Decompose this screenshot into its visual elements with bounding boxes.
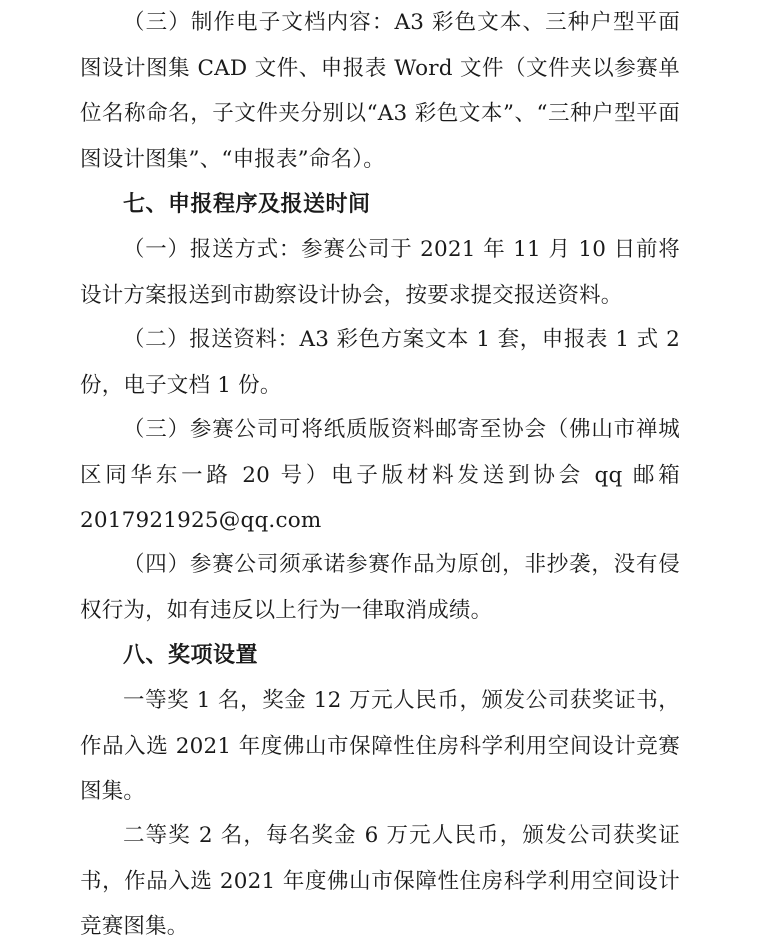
paragraph-submission-method: （一）报送方式：参赛公司于 2021 年 11 月 10 日前将设计方案报送到市勘察设计协会，按要求提交报送资料。 (80, 237, 680, 308)
section-heading-awards: 八、奖项设置 (123, 643, 259, 668)
paragraph-submission-materials: （二）报送资料：A3 彩色方案文本 1 套，申报表 1 式 2 份，电子文档 1 份。 (80, 327, 680, 398)
paragraph-first-prize: 一等奖 1 名，奖金 12 万元人民币，颁发公司获奖证书，作品入选 2021 年度佛山市保障性住房科学利用空间设计竞赛图集。 (80, 688, 680, 804)
paragraph-electronic-files: （三）制作电子文档内容：A3 彩色文本、三种户型平面图设计图集 CAD 文件、申报表 Word 文件（文件夹以参赛单位名称命名，子文件夹分别以“A3 彩色文本”、“三种户型平面图设计图集”、“申报表”命名）。 (80, 10, 680, 172)
paragraph-originality-commitment: （四）参赛公司须承诺参赛作品为原创，非抄袭，没有侵权行为，如有违反以上行为一律取消成绩。 (80, 552, 680, 623)
paragraph-mailing-address: （三）参赛公司可将纸质版资料邮寄至协会（佛山市禅城区同华东一路 20 号）电子版材料发送到协会 qq 邮箱2017921925@qq.com (80, 417, 680, 533)
paragraph-second-prize: 二等奖 2 名，每名奖金 6 万元人民币，颁发公司获奖证书，作品入选 2021 年度佛山市保障性住房科学利用空间设计竞赛图集。 (80, 823, 680, 939)
section-heading-application-procedure: 七、申报程序及报送时间 (123, 192, 371, 217)
